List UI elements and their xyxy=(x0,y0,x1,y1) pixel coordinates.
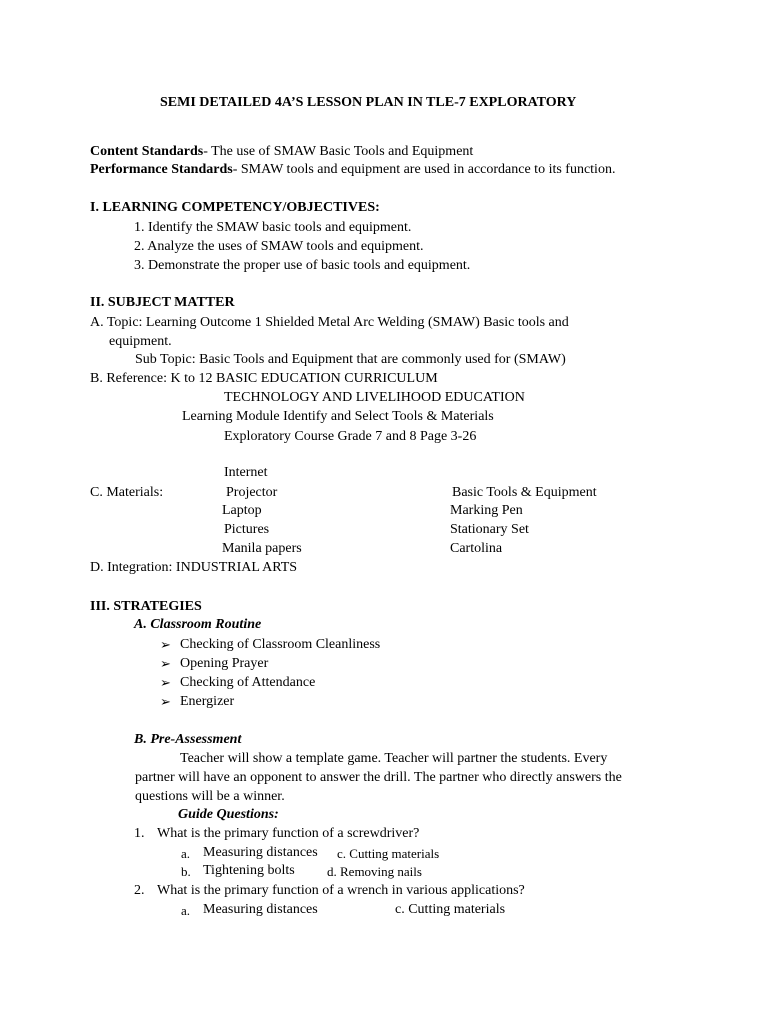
question-text: What is the primary function of a wrench in various applications? xyxy=(157,883,525,898)
reference-line-4: Exploratory Course Grade 7 and 8 Page 3-26 xyxy=(224,429,477,444)
pre-assessment-heading: B. Pre-Assessment xyxy=(134,732,242,747)
classroom-routine-heading: A. Classroom Routine xyxy=(134,617,262,632)
content-standards-label: Content Standards xyxy=(90,144,204,159)
document-title: SEMI DETAILED 4A’S LESSON PLAN IN TLE-7 EXPLORATORY xyxy=(160,95,577,110)
subtopic-line: Sub Topic: Basic Tools and Equipment that are commonly used for (SMAW) xyxy=(135,352,566,367)
material-item: Stationary Set xyxy=(450,522,529,537)
performance-standards-label: Performance Standards xyxy=(90,162,233,177)
objective-item: 3. Demonstrate the proper use of basic tools and equipment. xyxy=(134,258,471,273)
integration-line: D. Integration: INDUSTRIAL ARTS xyxy=(90,560,298,575)
choice-text: c. Cutting materials xyxy=(337,846,440,861)
material-item: Pictures xyxy=(224,522,270,537)
performance-standards-line xyxy=(90,161,615,179)
pre-assessment-line-2: partner will have an opponent to answer the drill. The partner who directly answers the xyxy=(135,770,622,785)
section-3-heading: III. STRATEGIES xyxy=(90,599,202,614)
material-item: Laptop xyxy=(222,503,262,518)
pre-assessment-line-3: questions will be a winner. xyxy=(135,789,285,804)
performance-standards-text: - SMAW tools and equipment are used in accordance to its function. xyxy=(232,162,616,177)
choice-text: Measuring distances xyxy=(203,902,318,917)
material-item: Marking Pen xyxy=(450,503,523,518)
content-standards-line xyxy=(90,143,473,161)
guide-questions-heading: Guide Questions: xyxy=(178,807,279,822)
routine-item: Checking of Attendance xyxy=(180,675,316,690)
arrow-bullet-icon: ➢ xyxy=(160,694,171,709)
material-item: Internet xyxy=(224,465,268,480)
reference-line-2: TECHNOLOGY AND LIVELIHOOD EDUCATION xyxy=(224,390,525,405)
objective-item: 1. Identify the SMAW basic tools and equipment. xyxy=(134,220,412,235)
choice-text: c. Cutting materials xyxy=(395,902,506,917)
question-number: 1. xyxy=(134,826,145,841)
reference-line-1: B. Reference: K to 12 BASIC EDUCATION CURRICULUM xyxy=(90,371,438,386)
choice-letter: b. xyxy=(181,864,191,879)
material-item: Basic Tools & Equipment xyxy=(452,485,597,500)
topic-line-2: equipment. xyxy=(109,334,172,349)
routine-item: Checking of Classroom Cleanliness xyxy=(180,637,381,652)
pre-assessment-line-1: Teacher will show a template game. Teacher will partner the students. Every xyxy=(180,751,608,766)
material-item: Projector xyxy=(226,485,278,500)
reference-line-3: Learning Module Identify and Select Tools & Materials xyxy=(182,409,494,424)
choice-text: Tightening bolts xyxy=(203,863,295,878)
material-item: Manila papers xyxy=(222,541,302,556)
materials-label: C. Materials: xyxy=(90,485,164,500)
topic-line-1: A. Topic: Learning Outcome 1 Shielded Metal Arc Welding (SMAW) Basic tools and xyxy=(90,315,569,330)
question-text: What is the primary function of a screwdriver? xyxy=(157,826,420,841)
choice-letter: a. xyxy=(181,846,191,861)
choice-text: Measuring distances xyxy=(203,845,318,860)
arrow-bullet-icon: ➢ xyxy=(160,675,171,690)
choice-letter: a. xyxy=(181,903,191,918)
section-1-heading: I. LEARNING COMPETENCY/OBJECTIVES: xyxy=(90,200,380,215)
content-standards-text: - The use of SMAW Basic Tools and Equipment xyxy=(203,144,474,159)
arrow-bullet-icon: ➢ xyxy=(160,637,171,652)
question-number: 2. xyxy=(134,883,145,898)
choice-text: d. Removing nails xyxy=(327,864,422,879)
arrow-bullet-icon: ➢ xyxy=(160,656,171,671)
section-2-heading: II. SUBJECT MATTER xyxy=(90,295,235,310)
routine-item: Energizer xyxy=(180,694,235,709)
material-item: Cartolina xyxy=(450,541,503,556)
routine-item: Opening Prayer xyxy=(180,656,269,671)
objective-item: 2. Analyze the uses of SMAW tools and equipment. xyxy=(134,239,424,254)
